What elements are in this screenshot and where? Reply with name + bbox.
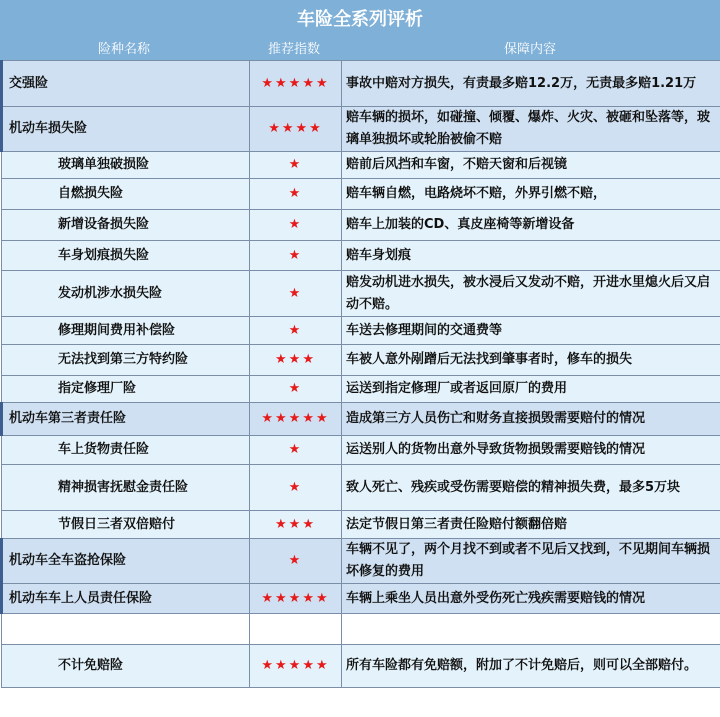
table-row bbox=[2, 317, 720, 345]
table-row bbox=[2, 376, 720, 403]
table-row bbox=[2, 539, 720, 584]
coverage-description: 运送别人的货物出意外导致货物损毁需要赔钱的情况 bbox=[342, 436, 720, 465]
table-row bbox=[2, 271, 720, 317]
insurance-name: 修理期间费用补偿险 bbox=[2, 317, 250, 345]
table-row bbox=[2, 107, 720, 152]
star-rating: ★★★★★ bbox=[250, 584, 342, 614]
star-rating: ★★★★★ bbox=[250, 61, 342, 107]
star-rating: ★ bbox=[250, 465, 342, 511]
table-row bbox=[2, 345, 720, 376]
insurance-name: 自燃损失险 bbox=[2, 179, 250, 210]
insurance-name: 发动机涉水损失险 bbox=[2, 271, 250, 317]
star-rating bbox=[250, 614, 342, 645]
insurance-name: 车身划痕损失险 bbox=[2, 241, 250, 271]
header-name: 险种名称 bbox=[97, 42, 150, 57]
star-rating: ★ bbox=[250, 376, 342, 403]
insurance-name: 精神损害抚慰金责任险 bbox=[2, 465, 250, 511]
table-row bbox=[2, 511, 720, 539]
coverage-description: 赔车上加装的CD、真皮座椅等新增设备 bbox=[342, 210, 720, 241]
header-coverage: 保障内容 bbox=[503, 42, 556, 57]
table-row bbox=[2, 645, 720, 688]
star-rating: ★★★★★ bbox=[250, 403, 342, 436]
table-header bbox=[0, 35, 720, 60]
star-rating: ★ bbox=[250, 241, 342, 271]
insurance-name: 交强险 bbox=[2, 61, 250, 107]
star-rating: ★★★★★ bbox=[250, 645, 342, 688]
insurance-name: 无法找到第三方特约险 bbox=[2, 345, 250, 376]
coverage-description: 车辆上乘坐人员出意外受伤死亡残疾需要赔钱的情况 bbox=[342, 584, 720, 614]
star-rating: ★★★★ bbox=[250, 107, 342, 152]
coverage-description: 赔车身划痕 bbox=[342, 241, 720, 271]
coverage-description: 赔车辆自燃，电路烧坏不赔，外界引燃不赔， bbox=[342, 179, 720, 210]
insurance-name: 玻璃单独破损险 bbox=[2, 152, 250, 179]
star-rating: ★ bbox=[250, 152, 342, 179]
star-rating: ★ bbox=[250, 436, 342, 465]
table-row bbox=[2, 152, 720, 179]
insurance-name: 车上货物责任险 bbox=[2, 436, 250, 465]
star-rating: ★★★ bbox=[250, 345, 342, 376]
table-row bbox=[2, 614, 720, 645]
insurance-name: 机动车车上人员责任保险 bbox=[2, 584, 250, 614]
page-title: 车险全系列评析 bbox=[0, 0, 720, 35]
coverage-description: 致人死亡、残疾或受伤需要赔偿的精神损失费，最多5万块 bbox=[342, 465, 720, 511]
table-row bbox=[2, 465, 720, 511]
coverage-description: 所有车险都有免赔额，附加了不计免赔后，则可以全部赔付。 bbox=[342, 645, 720, 688]
coverage-description: 赔车辆的损坏，如碰撞、倾覆、爆炸、火灾、被砸和坠落等，玻璃单独损坏或轮胎被偷不赔 bbox=[342, 107, 720, 152]
table-row bbox=[2, 403, 720, 436]
insurance-table bbox=[0, 60, 720, 688]
insurance-name: 机动车第三者责任险 bbox=[2, 403, 250, 436]
coverage-description: 车辆不见了，两个月找不到或者不见后又找到，不见期间车辆损坏修复的费用 bbox=[342, 539, 720, 584]
table-row bbox=[2, 179, 720, 210]
table-row bbox=[2, 61, 720, 107]
star-rating: ★ bbox=[250, 179, 342, 210]
insurance-name: 不计免赔险 bbox=[2, 645, 250, 688]
star-rating: ★ bbox=[250, 539, 342, 584]
insurance-name: 机动车全车盗抢保险 bbox=[2, 539, 250, 584]
insurance-name: 机动车损失险 bbox=[2, 107, 250, 152]
coverage-description: 赔发动机进水损失，被水浸后又发动不赔，开进水里熄火后又启动不赔。 bbox=[342, 271, 720, 317]
coverage-description: 造成第三方人员伤亡和财务直接损毁需要赔付的情况 bbox=[342, 403, 720, 436]
star-rating: ★ bbox=[250, 317, 342, 345]
table-row bbox=[2, 436, 720, 465]
insurance-name bbox=[2, 614, 250, 645]
star-rating: ★ bbox=[250, 210, 342, 241]
coverage-description: 赔前后风挡和车窗，不赔天窗和后视镜 bbox=[342, 152, 720, 179]
coverage-description bbox=[342, 614, 720, 645]
table-row bbox=[2, 241, 720, 271]
insurance-name: 新增设备损失险 bbox=[2, 210, 250, 241]
coverage-description: 车送去修理期间的交通费等 bbox=[342, 317, 720, 345]
star-rating: ★★★ bbox=[250, 511, 342, 539]
coverage-description: 运送到指定修理厂或者返回原厂的费用 bbox=[342, 376, 720, 403]
table-row bbox=[2, 210, 720, 241]
header-rating: 推荐指数 bbox=[267, 42, 320, 57]
coverage-description: 车被人意外剐蹭后无法找到肇事者时，修车的损失 bbox=[342, 345, 720, 376]
insurance-name: 指定修理厂险 bbox=[2, 376, 250, 403]
star-rating: ★ bbox=[250, 271, 342, 317]
insurance-name: 节假日三者双倍赔付 bbox=[2, 511, 250, 539]
table-row bbox=[2, 584, 720, 614]
coverage-description: 事故中赔对方损失，有责最多赔12.2万，无责最多赔1.21万 bbox=[342, 61, 720, 107]
coverage-description: 法定节假日第三者责任险赔付额翻倍赔 bbox=[342, 511, 720, 539]
